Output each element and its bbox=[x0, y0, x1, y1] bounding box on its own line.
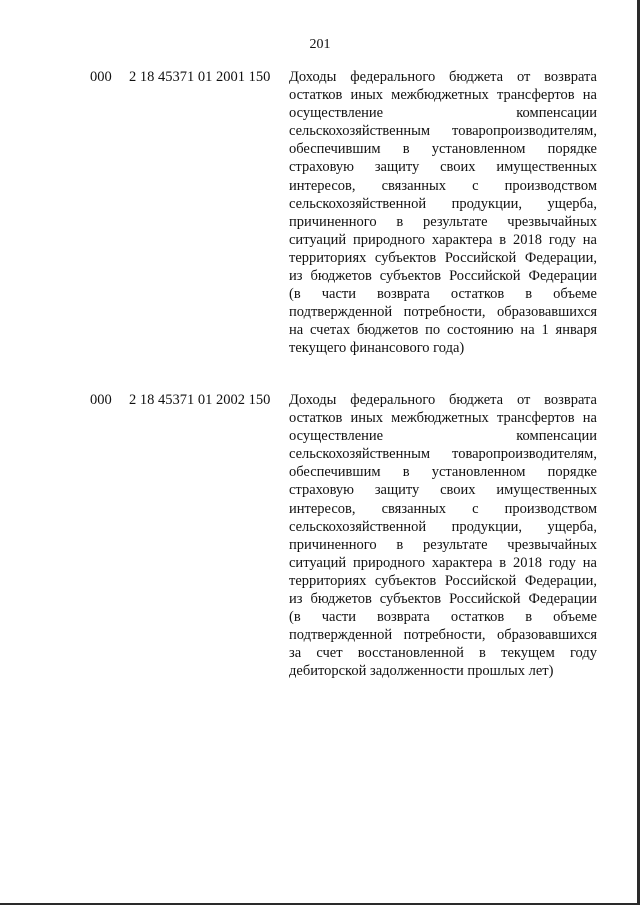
description-line: сельскохозяйственным товаропроизводителям, bbox=[289, 446, 597, 463]
admin-code: 000 bbox=[90, 392, 112, 408]
description-line: обеспечившим в установленном порядке bbox=[289, 464, 597, 481]
admin-code: 000 bbox=[90, 69, 112, 85]
entry-description bbox=[289, 68, 597, 358]
description-line: интересов, связанных с производством bbox=[289, 500, 597, 517]
description-line: на счетах бюджетов по состоянию на 1 января bbox=[289, 322, 597, 339]
description-line: осуществление компенсации bbox=[289, 105, 597, 122]
kbk-code: 2 18 45371 01 2002 150 bbox=[129, 392, 271, 408]
description-line: причиненного в результате чрезвычайных bbox=[289, 536, 597, 553]
description-line: текущего финансового года) bbox=[289, 340, 465, 357]
description-line: остатков иных межбюджетных трансфертов на bbox=[289, 410, 597, 427]
description-line: дебиторской задолженности прошлых лет) bbox=[289, 663, 554, 680]
description-line: из бюджетов субъектов Российской Федерации bbox=[289, 591, 597, 608]
description-line: территориях субъектов Российской Федерации, bbox=[289, 572, 597, 589]
description-line: страховую защиту своих имущественных bbox=[289, 482, 597, 499]
description-line: территориях субъектов Российской Федерации, bbox=[289, 249, 597, 266]
description-line: (в части возврата остатков в объеме bbox=[289, 609, 597, 626]
description-line: Доходы федерального бюджета от возврата bbox=[289, 392, 597, 408]
description-line: страховую защиту своих имущественных bbox=[289, 159, 597, 176]
description-line: Доходы федерального бюджета от возврата bbox=[289, 69, 597, 85]
description-line: сельскохозяйственной продукции, ущерба, bbox=[289, 195, 597, 212]
kbk-code: 2 18 45371 01 2001 150 bbox=[129, 69, 271, 85]
description-line: подтвержденной потребности, образовавшихся bbox=[289, 304, 597, 321]
description-line: обеспечившим в установленном порядке bbox=[289, 141, 597, 158]
description-line: осуществление компенсации bbox=[289, 428, 597, 445]
description-line: интересов, связанных с производством bbox=[289, 177, 597, 194]
page-number: 201 bbox=[309, 37, 331, 52]
entry-description bbox=[289, 391, 597, 681]
description-line: за счет восстановленной в текущем году bbox=[289, 645, 597, 662]
description-line: сельскохозяйственной продукции, ущерба, bbox=[289, 518, 597, 535]
description-line: (в части возврата остатков в объеме bbox=[289, 286, 597, 303]
description-line: ситуаций природного характера в 2018 году на bbox=[289, 231, 597, 248]
description-line: остатков иных межбюджетных трансфертов на bbox=[289, 87, 597, 104]
description-line: из бюджетов субъектов Российской Федерации bbox=[289, 268, 597, 285]
description-line: ситуаций природного характера в 2018 году на bbox=[289, 554, 597, 571]
description-line: сельскохозяйственным товаропроизводителям, bbox=[289, 123, 597, 140]
description-line: причиненного в результате чрезвычайных bbox=[289, 213, 597, 230]
description-line: подтвержденной потребности, образовавшихся bbox=[289, 627, 597, 644]
